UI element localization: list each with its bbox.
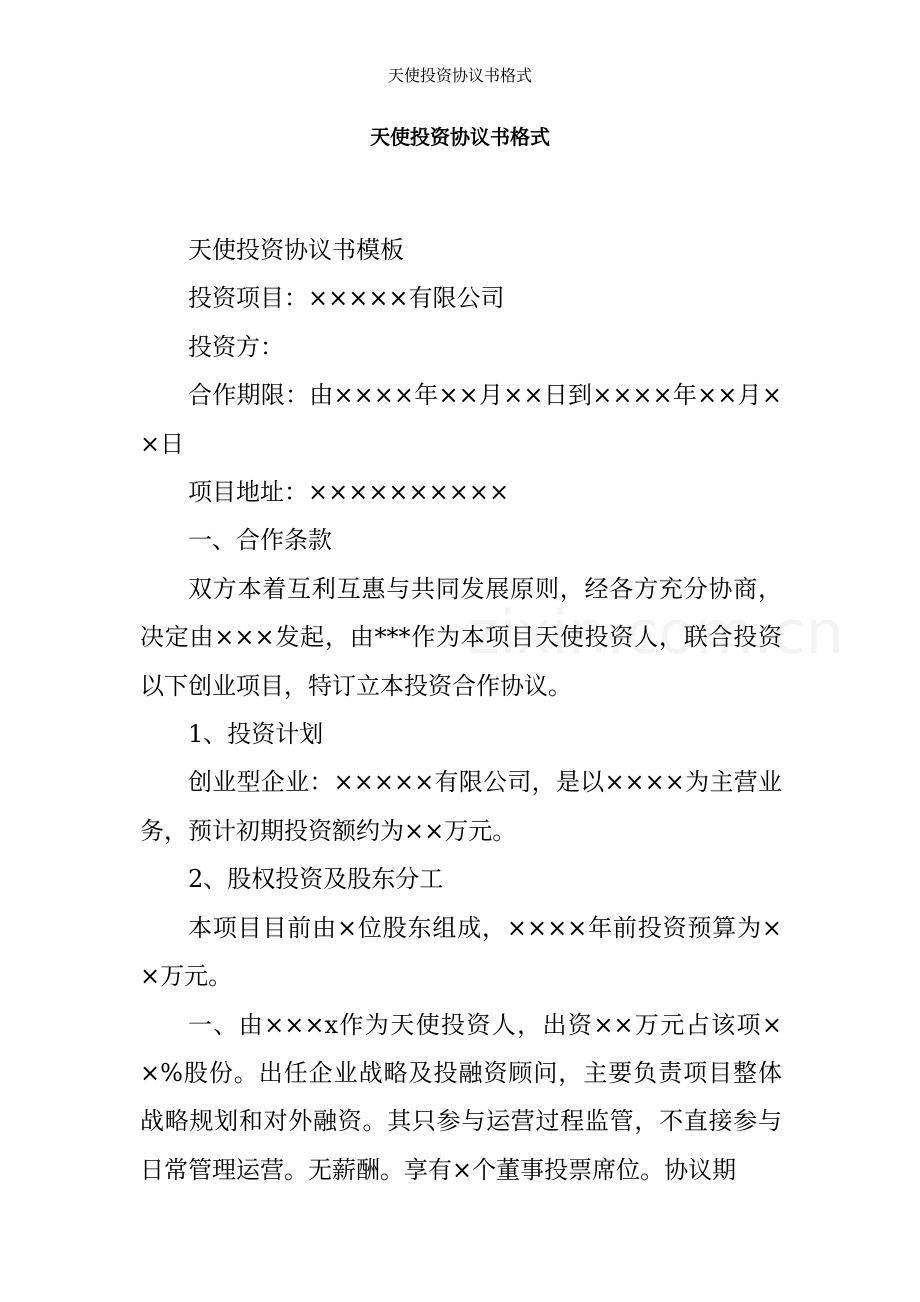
running-header: 天使投资协议书格式 xyxy=(387,66,532,85)
equity-paragraph: 本项目目前由×位股东组成，××××年前投资预算为××万元。 xyxy=(140,913,782,991)
investment-plan-paragraph: 创业型企业：×××××有限公司，是以××××为主营业务，预计初期投资额约为××万元。 xyxy=(140,768,782,845)
cooperation-period-line: 合作期限：由××××年××月××日到××××年××月××日 xyxy=(140,381,782,458)
project-address-line: 项目地址：×××××××××× xyxy=(188,478,510,507)
section-heading-investment-plan: 1、投资计划 xyxy=(188,720,324,749)
angel-investor-paragraph: 一、由×××x作为天使投资人，出资××万元占该项××%股份。出任企业战略及投融资顾问，主要负责项目整体战略规划和对外融资。其只参与运营过程监管，不直接参与日常管理运营。无薪酬。享有×个董事投票席位。协议期 xyxy=(140,1010,782,1184)
document-body xyxy=(140,226,782,1194)
investor-line: 投资方： xyxy=(188,332,284,361)
document-title: 天使投资协议书格式 xyxy=(370,125,550,149)
section-heading-equity: 2、股权投资及股东分工 xyxy=(188,865,444,894)
template-heading: 天使投资协议书模板 xyxy=(188,236,404,264)
investment-project-line: 投资项目：×××××有限公司 xyxy=(188,284,505,313)
cooperation-terms-paragraph: 双方本着互利互惠与共同发展原则，经各方充分协商，决定由×××发起，由***作为本项目天使投资人，联合投资以下创业项目，特订立本投资合作协议。 xyxy=(140,574,782,700)
section-heading-cooperation-terms: 一、合作条款 xyxy=(188,526,332,555)
